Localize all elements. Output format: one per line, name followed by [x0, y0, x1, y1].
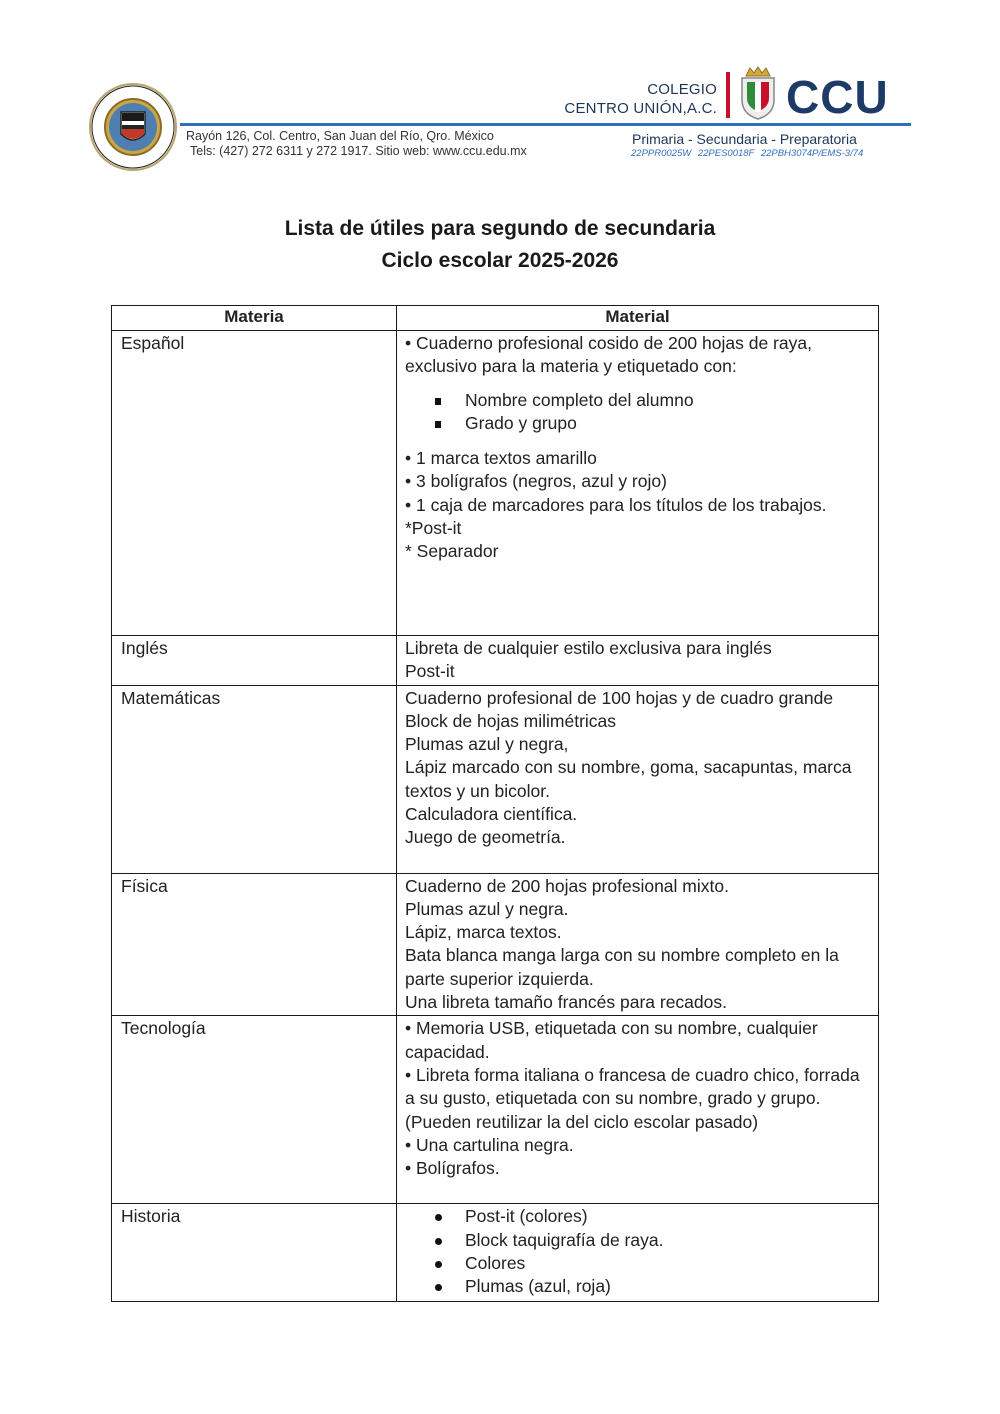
bullet-item: Block taquigrafía de raya. [405, 1229, 870, 1252]
material-cell [397, 873, 879, 1016]
school-levels: Primaria - Secundaria - Preparatoria [632, 131, 857, 147]
material-line: • Cuaderno profesional cosido de 200 hojas de raya, [405, 333, 812, 353]
school-crest-icon [738, 66, 778, 120]
material-line: • 1 caja de marcadores para los títulos de los trabajos. [405, 494, 827, 515]
material-line: Lápiz, marca textos. [405, 922, 562, 943]
table-row [112, 1016, 879, 1204]
table-row [112, 873, 879, 1016]
material-line: Una libreta tamaño francés para recados. [405, 992, 727, 1013]
material-line: *Post-it [405, 518, 462, 539]
school-name-line2: CENTRO UNIÓN,A.C. [564, 100, 717, 117]
school-name [555, 80, 717, 118]
material-line: • Memoria USB, etiquetada con su nombre, cualquier capacidad. [405, 1018, 818, 1062]
header-materia: Materia [112, 306, 397, 331]
document-subtitle: Ciclo escolar 2025-2026 [381, 249, 619, 272]
material-line: Calculadora científica. [405, 804, 578, 825]
material-line: Cuaderno profesional de 100 hojas y de cuadro grande [405, 687, 834, 708]
subject-cell: Física [112, 873, 397, 1016]
logo-divider [726, 72, 730, 118]
contact-line: Tels: (427) 272 6311 y 272 1917. Sitio web: www.ccu.edu.mx [190, 144, 527, 158]
material-cell [397, 1016, 879, 1204]
bullet-item: Plumas (azul, roja) [405, 1275, 870, 1298]
header-rule [180, 123, 911, 126]
material-line: Cuaderno de 200 hojas profesional mixto. [405, 875, 729, 896]
material-sublist [405, 389, 870, 436]
material-cell [397, 685, 879, 873]
material-line: exclusivo para la materia y etiquetado con: [405, 356, 737, 377]
table-header-row [112, 306, 879, 331]
bullet-item: Colores [405, 1252, 870, 1275]
subject-cell: Español [112, 331, 397, 636]
bullet-item: Post-it (colores) [405, 1205, 870, 1228]
sublist-item: Nombre completo del alumno [405, 389, 870, 412]
address-line: Rayón 126, Col. Centro, San Juan del Río, Qro. México [186, 129, 494, 143]
subject-cell: Matemáticas [112, 685, 397, 873]
material-line: * Separador [405, 541, 499, 562]
material-line: Post-it [405, 661, 455, 682]
logo-wordmark: CCU [786, 71, 889, 123]
material-line: Juego de geometría. [405, 827, 566, 848]
material-cell [397, 331, 879, 636]
material-line: • Bolígrafos. [405, 1158, 500, 1179]
material-bullet-list [405, 1205, 870, 1298]
document-title: Lista de útiles para segundo de secundaria [284, 217, 716, 240]
material-line: Lápiz marcado con su nombre, goma, sacapuntas, marca textos y un bicolor. [405, 757, 852, 801]
table-row [112, 685, 879, 873]
material-line: Libreta de cualquier estilo exclusiva para inglés [405, 638, 772, 658]
subject-cell: Tecnología [112, 1016, 397, 1204]
school-seal-icon [88, 82, 178, 172]
table-row [112, 1204, 879, 1302]
material-line: Block de hojas milimétricas [405, 710, 617, 731]
sublist-item: Grado y grupo [405, 412, 870, 435]
material-line: • 1 marca textos amarillo [405, 448, 597, 469]
material-cell [397, 1204, 879, 1302]
material-line: • Una cartulina negra. [405, 1134, 574, 1155]
material-line: • Libreta forma italiana o francesa de cuadro chico, forrada a su gusto, etiquetada con su nombre, grado y grupo. (Pueden reutilizar la del ciclo escolar pasado) [405, 1064, 860, 1132]
material-cell [397, 636, 879, 686]
material-line: • 3 bolígrafos (negros, azul y rojo) [405, 471, 667, 492]
material-line: Bata blanca manga larga con su nombre completo en la parte superior izquierda. [405, 945, 839, 989]
subject-cell: Historia [112, 1204, 397, 1302]
material-line: Plumas azul y negra. [405, 898, 569, 919]
table-row [112, 636, 879, 686]
supplies-table [111, 305, 879, 1302]
subject-cell: Inglés [112, 636, 397, 686]
table-row [112, 331, 879, 636]
school-address [186, 129, 527, 159]
school-name-line1: COLEGIO [647, 81, 717, 98]
school-codes: 22PPR0025W 22PES0018F 22PBH3074P/EMS-3/74 [631, 148, 864, 159]
material-line: Plumas azul y negra, [405, 734, 569, 755]
header-material: Material [397, 306, 879, 331]
